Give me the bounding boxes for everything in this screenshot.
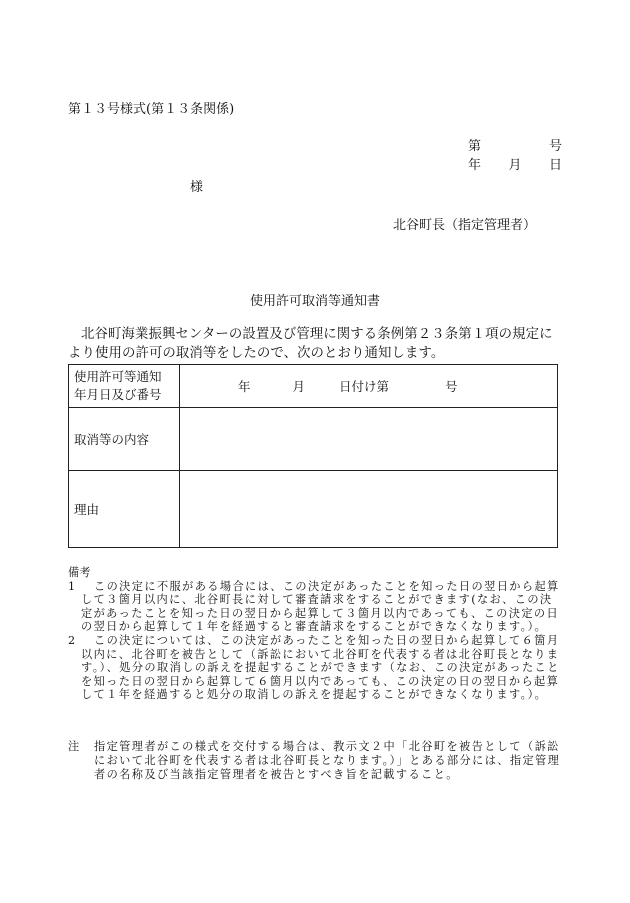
document-title: 使用許可取消等通知書 (249, 294, 380, 309)
permit-info-label-line1: 使用許可等通知 (74, 369, 162, 384)
note-item-2 (68, 634, 562, 702)
note-text: この決定に不服がある場合には、この決定があったことを知った日の翌日から起算して３箇月以内に、北谷町長に対して審査請求をすることができます(なお、この決定があったことを知った日の翌日から起算して３箇月以内であっても、この決定の日の翌日から起算して１年を経過すると審査請求をすることができなくなります。）。 (81, 579, 560, 634)
permit-info-label-line2: 年月日及び番号 (74, 387, 162, 402)
permit-date-no: 日付け第 (339, 379, 390, 394)
document-date (468, 154, 562, 173)
notes-section (68, 566, 562, 702)
doc-number-suffix: 号 (548, 139, 562, 154)
date-day: 日 (548, 158, 562, 173)
document-number (468, 135, 562, 154)
body-paragraph: 北谷町海業振興センターの設置及び管理に関する条例第２３条第１項の規定により使用の許可の取消等をしたので、次のとおり通知します。 (68, 327, 553, 361)
date-month: 月 (508, 158, 522, 173)
permit-year: 年 (238, 379, 251, 394)
reason-value (180, 471, 558, 548)
note-text: この決定については、この決定があったことを知った日の翌日から起算して６箇月以内に、北谷町を被告として（訴訟において北谷町を代表する者は北谷町長となります。）、処分の取消しの訴えを提起することができます（なお、この決定があったことを知った日の翌日から起算して６箇月以内であっても、この決定の日の翌日から起算して１年を経過すると処分の取消しの訴えを提起することができなくなります。）。 (81, 633, 560, 702)
cancellation-value (180, 408, 558, 471)
note-item-1 (68, 580, 562, 634)
cancellation-label: 取消等の内容 (69, 408, 180, 471)
permit-info-value (180, 365, 558, 408)
permit-month: 月 (292, 379, 306, 394)
date-year: 年 (468, 158, 482, 173)
notes-heading: 備考 (68, 566, 91, 579)
table-row-cancellation (69, 408, 558, 471)
table-row-reason (69, 471, 558, 548)
remark-text: 指定管理者がこの様式を交付する場合は、教示文２中「北谷町を被告として（訴訟において北谷町を代表する者は北谷町長となります。）」とある部分には、指定管理者の名称及び当該指定管理者を被告とすべき旨を記載すること。 (94, 740, 561, 781)
note-number: 2 (68, 633, 77, 647)
remark-section (68, 740, 562, 782)
reason-label: 理由 (69, 471, 180, 548)
notice-table (68, 364, 558, 548)
form-number: 第１３号様式(第１３条関係) (68, 102, 235, 117)
sender: 北谷町長（指定管理者） (393, 218, 537, 233)
note-number: 1 (68, 579, 77, 593)
permit-info-label (69, 365, 180, 408)
permit-no: 号 (445, 379, 458, 394)
remark-label: 注 (68, 740, 81, 753)
table-row-permit-info (69, 365, 558, 408)
doc-number-prefix: 第 (468, 139, 482, 154)
addressee: 様 (190, 180, 204, 195)
